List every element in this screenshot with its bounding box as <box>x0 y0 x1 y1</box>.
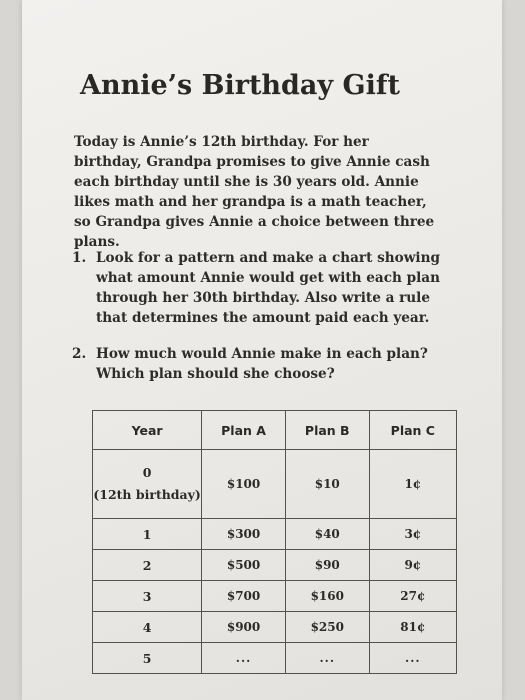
table-row <box>93 643 457 674</box>
plan-a-cell: $500 <box>202 550 286 581</box>
table-row <box>93 612 457 643</box>
header-year: Year <box>93 411 202 450</box>
plan-a-cell: $700 <box>202 581 286 612</box>
header-plan-c: Plan C <box>369 411 456 450</box>
table-row <box>93 450 457 519</box>
year-value: 0 <box>142 465 152 480</box>
table-row <box>93 519 457 550</box>
plan-b-cell: $250 <box>285 612 369 643</box>
intro-paragraph: Today is Annie’s 12th birthday. For her birthday, Grandpa promises to give Annie cash each birthday until she is 30 years old. Annie likes math and her grandpa is a math teacher, so Grandpa gives Annie a choice between three plans. <box>74 134 435 250</box>
question-text: How much would Annie make in each plan? Which plan should she choose? <box>96 346 428 382</box>
table-row <box>93 581 457 612</box>
plan-c-cell: 9¢ <box>369 550 456 581</box>
question-number: 2. <box>72 346 87 362</box>
page-title: Annie’s Birthday Gift <box>80 70 400 101</box>
plan-b-cell: $90 <box>285 550 369 581</box>
year-cell: 5 <box>93 643 202 674</box>
table-header-row <box>93 411 457 450</box>
plan-c-cell: 81¢ <box>369 612 456 643</box>
header-plan-b: Plan B <box>285 411 369 450</box>
plan-b-cell: $10 <box>285 450 369 519</box>
plans-table <box>92 410 457 674</box>
plan-a-cell: $300 <box>202 519 286 550</box>
year-cell <box>93 450 202 519</box>
plan-c-cell: ... <box>369 643 456 674</box>
question-text: Look for a pattern and make a chart showing what amount Annie would get with each plan through her 30th birthday. Also write a rule that determines the amount paid each year. <box>96 250 440 326</box>
table-row <box>93 550 457 581</box>
plan-b-cell: ... <box>285 643 369 674</box>
plan-c-cell: 3¢ <box>369 519 456 550</box>
plan-c-cell: 27¢ <box>369 581 456 612</box>
header-plan-a: Plan A <box>202 411 286 450</box>
year-cell: 1 <box>93 519 202 550</box>
worksheet-page <box>22 0 502 700</box>
plan-a-cell: $900 <box>202 612 286 643</box>
plan-b-cell: $160 <box>285 581 369 612</box>
plan-a-cell: ... <box>202 643 286 674</box>
year-cell: 3 <box>93 581 202 612</box>
plan-c-cell: 1¢ <box>369 450 456 519</box>
year-cell: 2 <box>93 550 202 581</box>
question-number: 1. <box>72 250 87 266</box>
plan-a-cell: $100 <box>202 450 286 519</box>
plan-b-cell: $40 <box>285 519 369 550</box>
year-cell: 4 <box>93 612 202 643</box>
year-note: (12th birthday) <box>93 487 201 502</box>
